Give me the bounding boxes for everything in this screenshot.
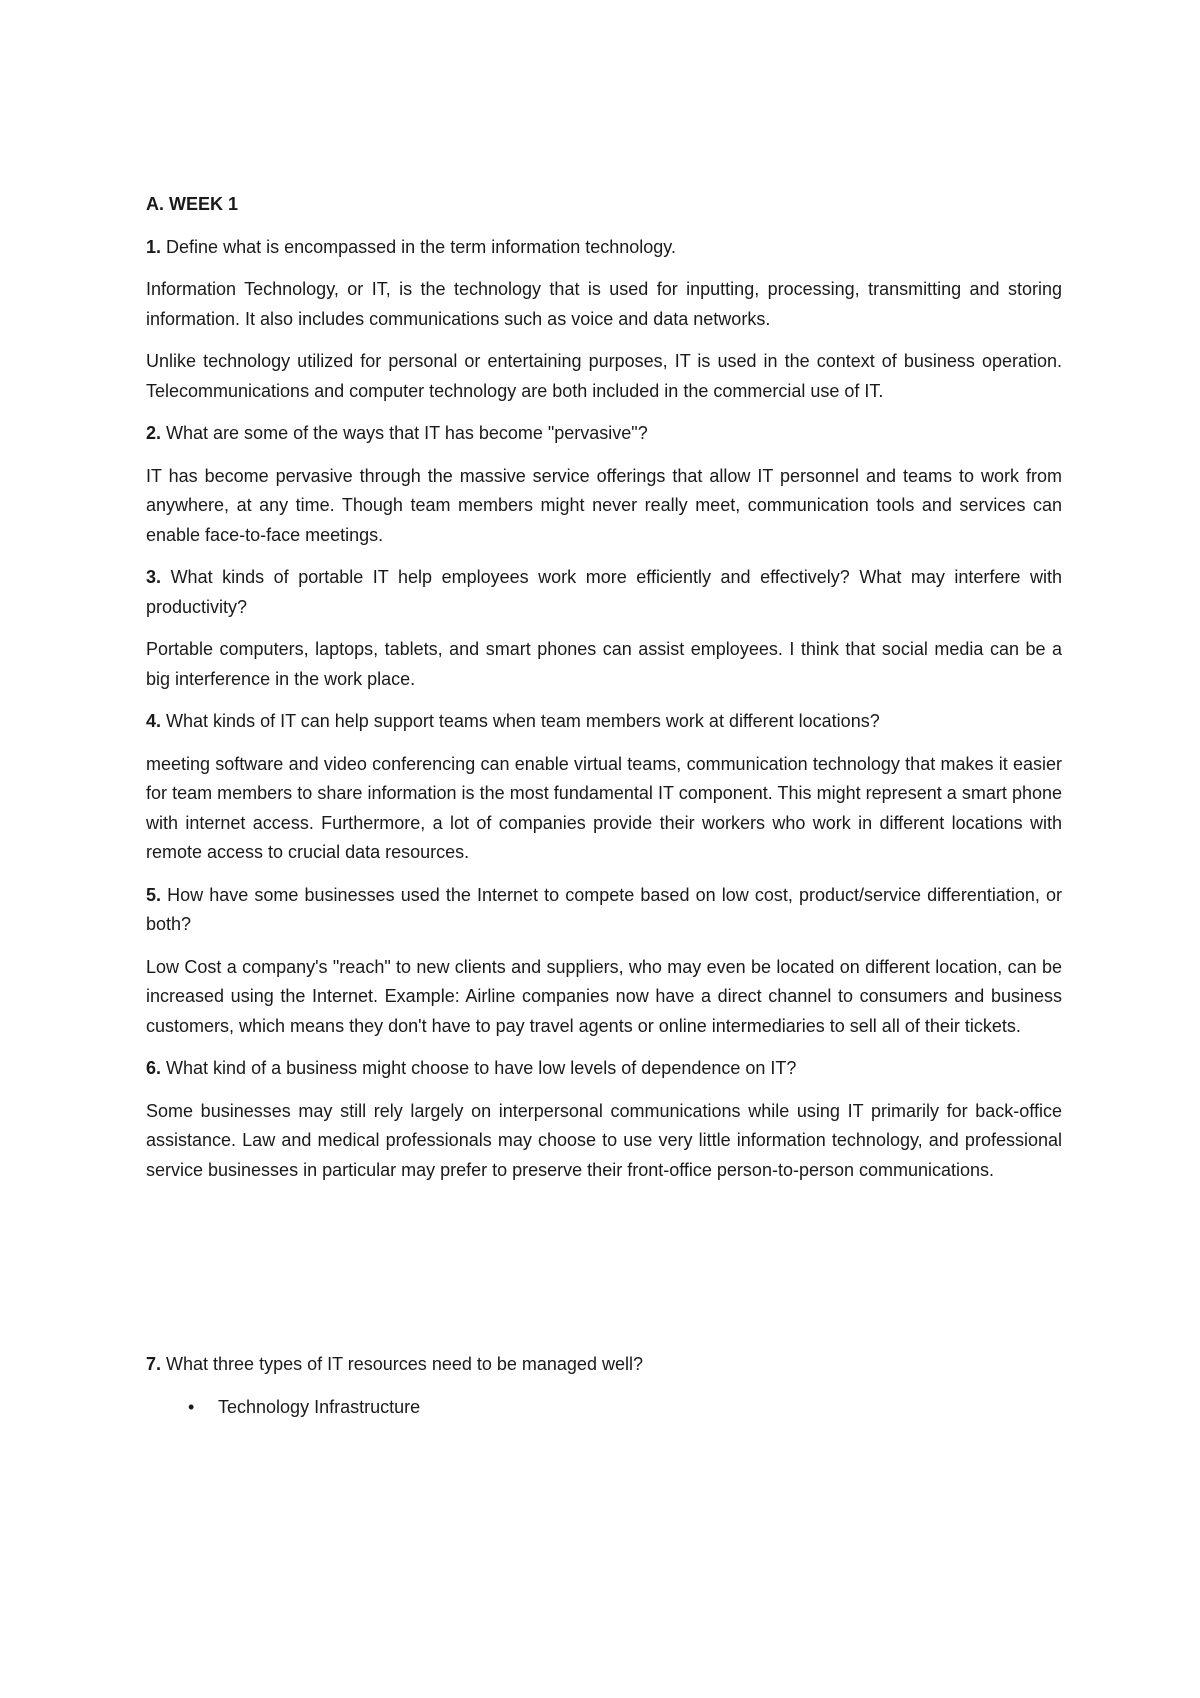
question-3 bbox=[146, 563, 1062, 622]
question-2 bbox=[146, 419, 1062, 449]
question-number: 1. bbox=[146, 236, 162, 257]
list-item-text: Technology Infrastructure bbox=[218, 1396, 421, 1417]
question-4 bbox=[146, 707, 1062, 737]
question-number: 4. bbox=[146, 711, 162, 731]
question-1 bbox=[146, 233, 1062, 263]
resource-list bbox=[146, 1393, 1062, 1423]
question-5 bbox=[146, 881, 1062, 940]
answer-1-paragraph-2: Unlike technology utilized for personal or entertaining purposes, IT is used in the context of business operation. Telecommunications and computer technology are both included in the commercial use of IT. bbox=[146, 351, 1062, 401]
question-text: What kinds of portable IT help employees work more efficiently and effectively? What may interfere with productivity? bbox=[146, 567, 1062, 617]
answer-6: Some businesses may still rely largely on interpersonal communications while using IT primarily for back-office assistance. Law and medical professionals may choose to use very little information technology, and professional service businesses in particular may prefer to preserve their front-office person-to-person communications. bbox=[146, 1100, 1062, 1180]
answer-4: meeting software and video conferencing can enable virtual teams, communication technology that makes it easier for team members to share information is the most fundamental IT component. This might represent a smart phone with internet access. Furthermore, a lot of companies provide their workers who work in different locations with remote access to crucial data resources. bbox=[146, 753, 1062, 862]
question-text: How have some businesses used the Internet to compete based on low cost, product/service differentiation, or both? bbox=[146, 884, 1062, 934]
question-number: 7. bbox=[146, 1354, 162, 1374]
section-heading: A. WEEK 1 bbox=[146, 194, 239, 214]
question-text: Define what is encompassed in the term information technology. bbox=[166, 236, 676, 257]
document-body bbox=[146, 190, 1062, 1422]
question-text: What three types of IT resources need to be managed well? bbox=[166, 1354, 643, 1374]
question-number: 2. bbox=[146, 423, 162, 443]
question-number: 3. bbox=[146, 567, 162, 587]
answer-3: Portable computers, laptops, tablets, and smart phones can assist employees. I think that social media can be a big interference in the work place. bbox=[146, 639, 1062, 689]
answer-2: IT has become pervasive through the massive service offerings that allow IT personnel and teams to work from anywhere, at any time. Though team members might never really meet, communication tools and services can enable face-to-face meetings. bbox=[146, 465, 1062, 545]
bullet-icon: • bbox=[188, 1396, 195, 1417]
question-6 bbox=[146, 1054, 1062, 1084]
list-item bbox=[146, 1393, 1062, 1423]
question-text: What kinds of IT can help support teams when team members work at different locations? bbox=[166, 711, 880, 731]
question-text: What kind of a business might choose to have low levels of dependence on IT? bbox=[166, 1058, 797, 1078]
question-number: 6. bbox=[146, 1058, 162, 1078]
question-7 bbox=[146, 1350, 1062, 1380]
answer-1-paragraph-1: Information Technology, or IT, is the technology that is used for inputting, processing, transmitting and storing information. It also includes communications such as voice and data networks. bbox=[146, 279, 1062, 329]
blank-space bbox=[146, 1198, 1062, 1350]
question-number: 5. bbox=[146, 884, 162, 905]
question-text: What are some of the ways that IT has become "pervasive"? bbox=[166, 423, 648, 443]
answer-5: Low Cost a company's "reach" to new clients and suppliers, who may even be located on different location, can be increased using the Internet. Example: Airline companies now have a direct channel to consumers and business customers, which means they don't have to pay travel agents or online intermediaries to sell all of their tickets. bbox=[146, 956, 1062, 1036]
